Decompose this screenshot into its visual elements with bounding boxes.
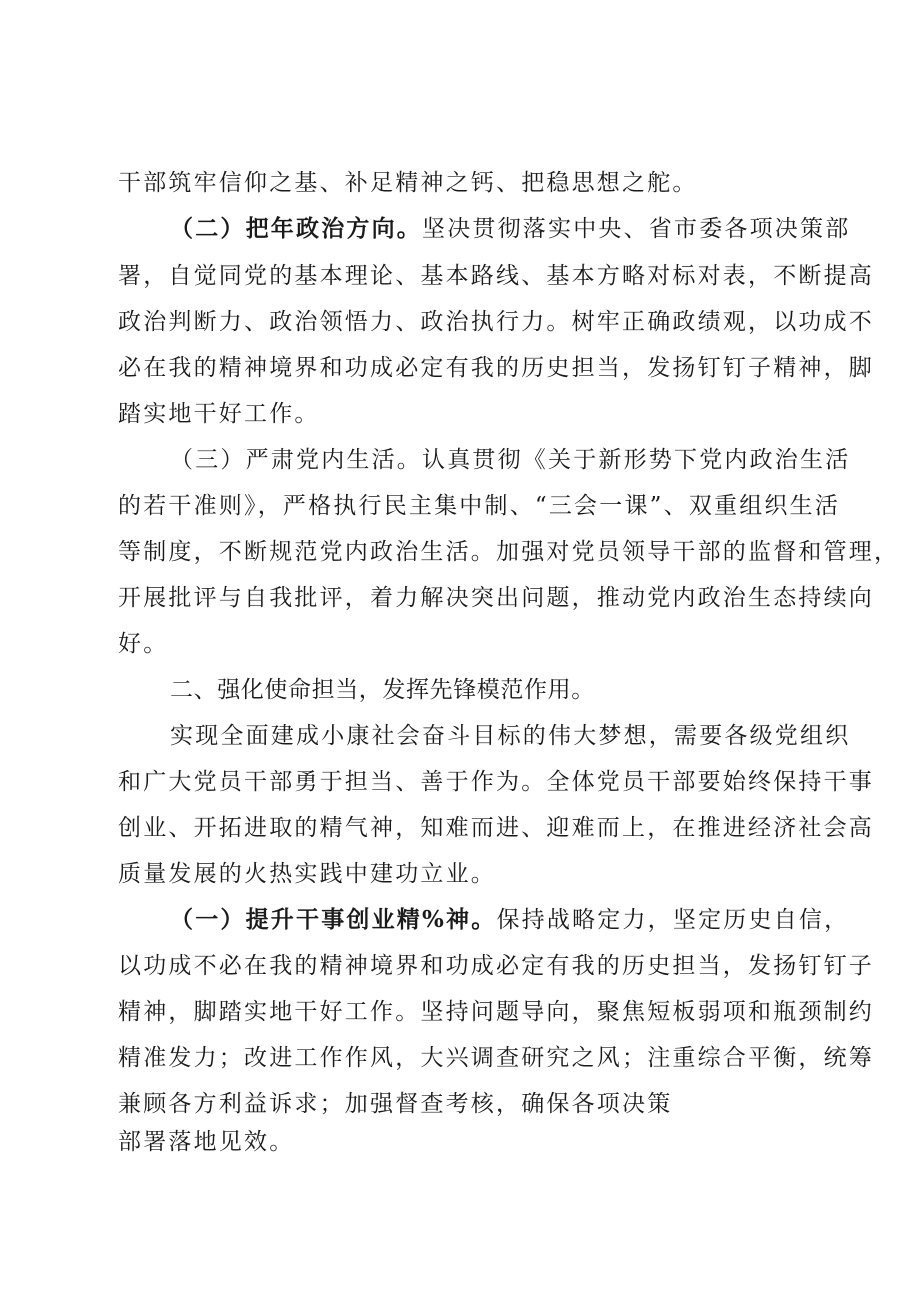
paragraph-line: 政治判断力、政治领悟力、政治执行力。树牢正确政绩观，以功成不 [118,309,874,335]
subheading-lead: （二）把年政治方向。 [170,215,422,242]
paragraph-line: 必在我的精神境界和功成必定有我的历史担当，发扬钉钉子精神，脚 [118,355,874,381]
paragraph-line: 和广大党员干部勇于担当、善于作为。全体党员干部要始终保持干事 [118,769,874,795]
paragraph-line: 好。 [118,631,169,657]
paragraph-line: 干部筑牢信仰之基、补足精神之钙、把稳思想之舵。 [118,170,698,196]
paragraph-text: 坚决贯彻落实中央、省市委各项决策部 [422,216,851,242]
paragraph-line: 部署落地见效。 [118,1129,295,1155]
paragraph-line: 创业、开拓进取的精气神，知难而进、迎难而上，在推进经济社会高 [118,815,874,841]
paragraph-line: 以功成不必在我的精神境界和功成必定有我的历史担当，发扬钉钉子 [118,953,874,979]
section-heading: 二、强化使命担当，发挥先锋模范作用。 [170,677,595,703]
paragraph-line: 精准发力；改进工作作风，大兴调查研究之风；注重综合平衡，统筹 [118,1045,874,1071]
paragraph-text: 保持战略定力，坚定历史自信， [496,907,850,933]
paragraph-line: 踏实地干好工作。 [118,401,320,427]
paragraph-line: 的若干准则》，严格执行民主集中制、“三会一课”、双重组织生活 [118,493,841,519]
paragraph-line: 等制度，不断规范党内政治生活。加强对党员领导干部的监督和管理， [118,539,900,565]
paragraph-line: 开展批评与自我批评，着力解决突出问题，推动党内政治生态持续向 [118,585,874,611]
paragraph-line: 兼顾各方利益诉求；加强督查考核，确保各项决策 [118,1091,673,1117]
paragraph-line: 署，自觉同党的基本理论、基本路线、基本方略对标对表，不断提高 [118,263,874,289]
paragraph-line: 精神，脚踏实地干好工作。坚持问题导向，聚焦短板弱项和瓶颈制约 [118,999,874,1025]
paragraph-line: 质量发展的火热实践中建功立业。 [118,861,496,887]
subheading-lead: （一）提升干事创业精%神。 [170,906,497,933]
paragraph-line: （三）严肃党内生活。认真贯彻《关于新形势下党内政治生活 [170,447,851,473]
paragraph-line [170,213,850,245]
paragraph-line: 实现全面建成小康社会奋斗目标的伟大梦想，需要各级党组织 [170,723,851,749]
paragraph-line [170,904,849,936]
